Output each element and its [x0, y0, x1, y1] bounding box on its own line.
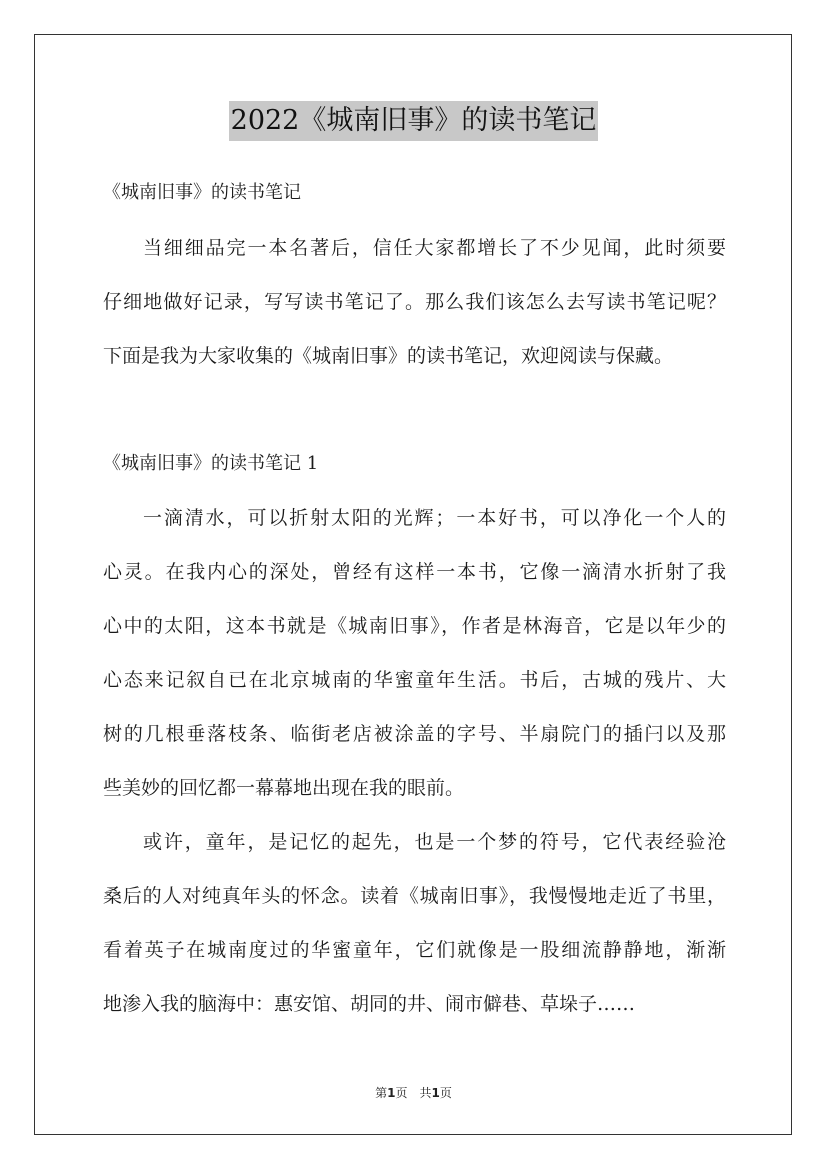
para2-line-4: 地渗入我的脑海中：惠安馆、胡同的井、闹市僻巷、草垛子……	[103, 993, 636, 1015]
intro-line-1: 当细细品完一本名著后，信任大家都增长了不少见闻，此时须要	[143, 237, 726, 259]
para2-line-3: 看着英子在城南度过的华蜜童年，它们就像是一股细流静静地，渐渐	[103, 939, 726, 961]
para1-line-3: 心中的太阳，这本书就是《城南旧事》，作者是林海音，它是以年少的	[103, 615, 726, 637]
intro-line-3: 下面是我为大家收集的《城南旧事》的读书笔记，欢迎阅读与保藏。	[103, 345, 674, 367]
footer-suffix: 页	[439, 1086, 452, 1100]
para1-line-5: 树的几根垂落枝条、临街老店被涂盖的字号、半扇院门的插闩以及那	[103, 723, 726, 745]
para1-line-2: 心灵。在我内心的深处，曾经有这样一本书，它像一滴清水折射了我	[103, 561, 726, 583]
para2-line-2: 桑后的人对纯真年头的怀念。读着《城南旧事》，我慢慢地走近了书里，	[103, 885, 726, 907]
section-heading: 《城南旧事》的读书笔记	[103, 182, 301, 203]
footer-total-pages: 1	[431, 1086, 440, 1100]
para2-line-1: 或许，童年，是记忆的起先，也是一个梦的符号，它代表经验沧	[143, 831, 726, 853]
para1-line-4: 心态来记叙自已在北京城南的华蜜童年生活。书后，古城的残片、大	[103, 669, 726, 691]
footer-current-page: 1	[387, 1086, 396, 1100]
para1-line-1: 一滴清水，可以折射太阳的光辉；一本好书，可以净化一个人的	[143, 507, 726, 529]
intro-line-2: 仔细地做好记录，写写读书笔记了。那么我们该怎么去写读书笔记呢？	[103, 291, 726, 313]
title-container	[0, 101, 827, 141]
para1-line-6: 些美妙的回忆都一幕幕地出现在我的眼前。	[103, 777, 465, 799]
note1-heading: 《城南旧事》的读书笔记 1	[103, 453, 319, 474]
document-title: 2022《城南旧事》的读书笔记	[229, 101, 599, 141]
footer-mid: 页 共	[395, 1086, 432, 1100]
footer-prefix: 第	[375, 1086, 388, 1100]
page-footer	[0, 1085, 827, 1101]
